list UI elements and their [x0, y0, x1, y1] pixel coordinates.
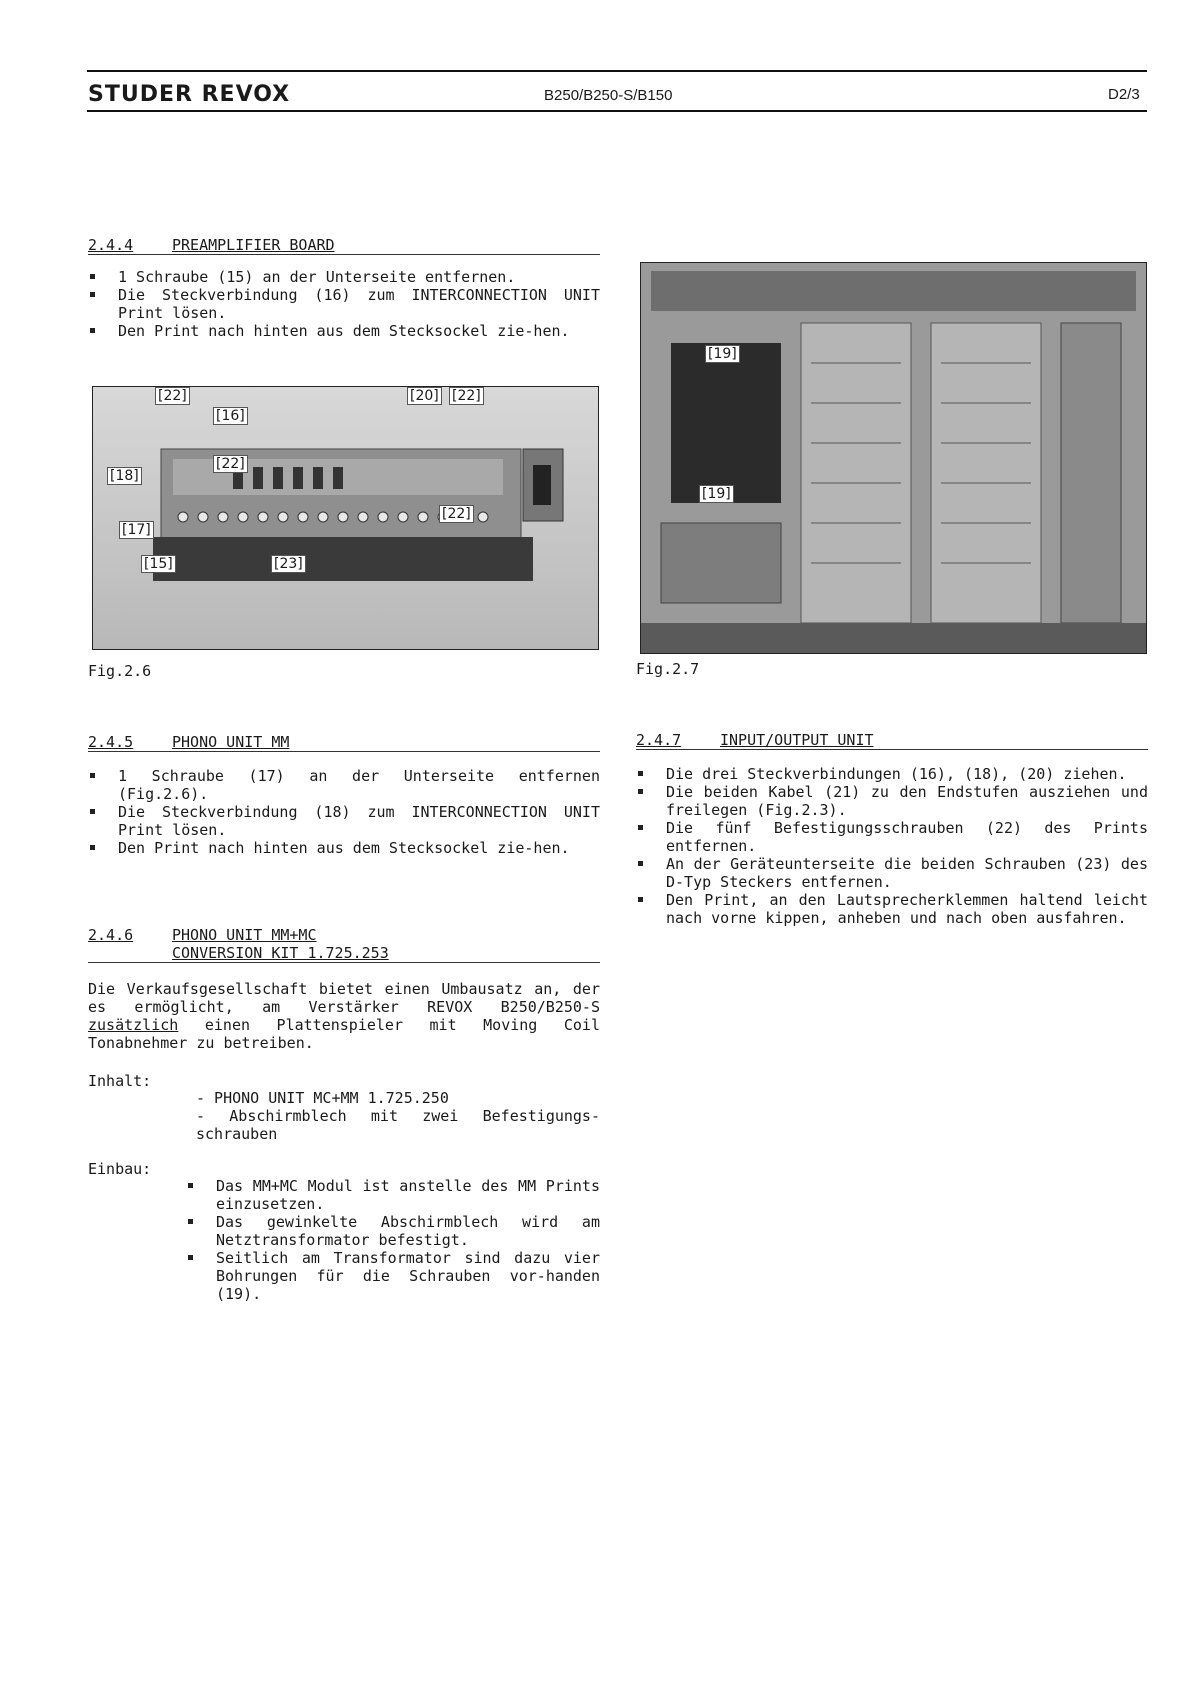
- list-item: Den Print nach hinten aus dem Stecksockel zie-hen.: [88, 322, 600, 340]
- section-title: CONVERSION KIT 1.725.253: [172, 944, 389, 962]
- paragraph-text: einen Plattenspieler mit Moving Coil Tonabnehmer zu betreiben.: [88, 1016, 600, 1052]
- list-item: Das MM+MC Modul ist anstelle des MM Prints einzusetzen.: [186, 1177, 600, 1213]
- section-2-4-6-heading: [88, 926, 317, 944]
- section-underline: [636, 749, 1148, 750]
- section-2-4-7-heading: [636, 731, 874, 749]
- list-item: 1 Schraube (15) an der Unterseite entfernen.: [88, 268, 600, 286]
- list-item: Den Print nach hinten aus dem Stecksockel zie-hen.: [88, 839, 600, 857]
- einbau-label: Einbau:: [88, 1160, 152, 1178]
- callout-22: [22]: [213, 455, 248, 473]
- list-item: Seitlich am Transformator sind dazu vier Bohrungen für die Schrauben vor-handen (19).: [186, 1249, 600, 1303]
- section-title: PHONO UNIT MM+MC: [172, 926, 317, 944]
- amplifier-interior-illustration: [641, 263, 1146, 653]
- section-2-4-4-list: [88, 268, 600, 340]
- figure-2-7-photo: [640, 262, 1147, 654]
- section-2-4-6-paragraph: [88, 980, 600, 1052]
- callout-22: [22]: [439, 505, 474, 523]
- section-2-4-7-list: [636, 765, 1148, 927]
- list-item: Die fünf Befestigungsschrauben (22) des Prints entfernen.: [636, 819, 1148, 855]
- callout-23: [23]: [271, 555, 306, 573]
- section-number: 2.4.7: [636, 731, 682, 749]
- einbau-list: [186, 1177, 600, 1303]
- inhalt-item: - PHONO UNIT MC+MM 1.725.250: [196, 1089, 449, 1107]
- callout-19: [19]: [705, 345, 740, 363]
- section-underline: [88, 254, 600, 255]
- callout-22: [22]: [155, 387, 190, 405]
- list-item: Die Steckverbindung (16) zum INTERCONNECTION UNIT Print lösen.: [88, 286, 600, 322]
- list-item: Die Steckverbindung (18) zum INTERCONNECTION UNIT Print lösen.: [88, 803, 600, 839]
- section-number: 2.4.5: [88, 733, 134, 751]
- callout-18: [18]: [107, 467, 142, 485]
- inhalt-label: Inhalt:: [88, 1072, 152, 1090]
- list-item: Den Print, an den Lautsprecherklemmen haltend leicht nach vorne kippen, anheben und nach oben ausfahren.: [636, 891, 1148, 927]
- section-2-4-4-heading: [88, 236, 335, 254]
- list-item: 1 Schraube (17) an der Unterseite entfernen (Fig.2.6).: [88, 767, 600, 803]
- section-underline: [88, 751, 600, 752]
- page-number: D2/3: [1108, 86, 1140, 103]
- section-title: PREAMPLIFIER BOARD: [172, 236, 335, 254]
- header-top-rule: [87, 70, 1147, 72]
- inhalt-item: - Abschirmblech mit zwei Befestigungs-schrauben: [196, 1107, 600, 1143]
- paragraph-text: Die Verkaufsgesellschaft bietet einen Umbausatz an, der es ermöglicht, am Verstärker REVOX B250/B250-S: [88, 980, 600, 1016]
- callout-19: [19]: [699, 485, 734, 503]
- list-item: Das gewinkelte Abschirmblech wird am Netztransformator befestigt.: [186, 1213, 600, 1249]
- list-item: Die drei Steckverbindungen (16), (18), (20) ziehen.: [636, 765, 1148, 783]
- section-2-4-5-list: [88, 767, 600, 857]
- studer-revox-logo: STUDER REVOX: [88, 82, 291, 107]
- figure-2-7-caption: Fig.2.7: [636, 660, 700, 678]
- section-underline: [88, 962, 600, 963]
- list-item: An der Geräteunterseite die beiden Schrauben (23) des D-Typ Steckers entfernen.: [636, 855, 1148, 891]
- section-title: INPUT/OUTPUT UNIT: [720, 731, 874, 749]
- figure-2-6-caption: Fig.2.6: [88, 662, 152, 680]
- callout-17: [17]: [119, 521, 154, 539]
- figure-2-6-photo: [92, 386, 599, 650]
- callout-20: [20]: [407, 387, 442, 405]
- model-number: B250/B250-S/B150: [544, 87, 673, 104]
- section-title: PHONO UNIT MM: [172, 733, 290, 751]
- callout-15: [15]: [141, 555, 176, 573]
- preamplifier-board-illustration: [93, 387, 598, 649]
- list-item: Die beiden Kabel (21) zu den Endstufen ausziehen und freilegen (Fig.2.3).: [636, 783, 1148, 819]
- emphasis-text: zusätzlich: [88, 1016, 179, 1034]
- section-number: 2.4.6: [88, 926, 134, 944]
- section-2-4-6-heading-line2: [172, 944, 389, 962]
- section-2-4-5-heading: [88, 733, 289, 751]
- callout-16: [16]: [213, 407, 248, 425]
- section-number: 2.4.4: [88, 236, 134, 254]
- callout-22: [22]: [449, 387, 484, 405]
- header-bottom-rule: [87, 110, 1147, 112]
